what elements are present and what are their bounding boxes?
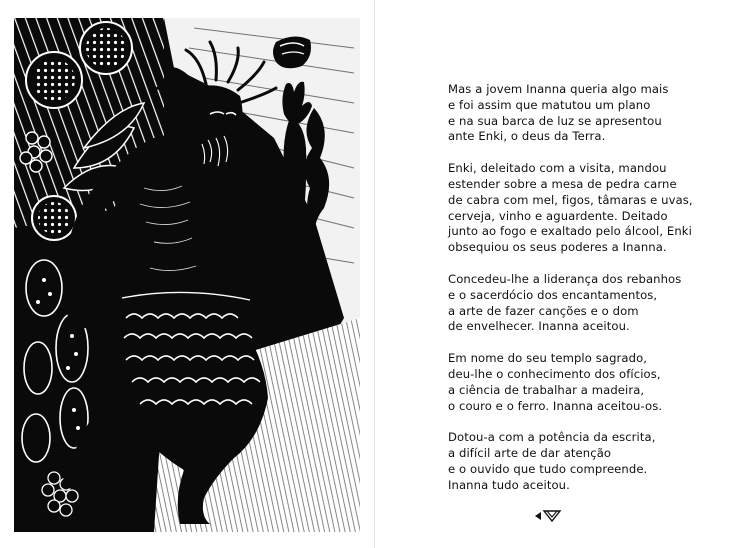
poem-line: ante Enki, o deus da Terra. [448,129,606,144]
poem-line: Enki, deleitado com a visita, mandou [448,161,667,176]
poem-line: a ciência de trabalhar a madeira, [448,382,645,397]
left-page [0,0,374,548]
poem-line: cerveja, vinho e aguardente. Deitado [448,208,668,223]
woodcut-svg [14,18,360,532]
poem-line: a arte de fazer canções e o dom [448,303,639,318]
poem-line: o couro e o ferro. Inanna aceitou-os. [448,398,663,413]
stanza [448,82,738,145]
right-page [375,0,750,548]
stanza [448,272,738,335]
poem-line: deu-lhe o conhecimento dos ofícios, [448,366,661,381]
poem-line: de cabra com mel, figos, tâmaras e uvas, [448,192,693,207]
poem-line: obsequiou os seus poderes a Inanna. [448,240,667,255]
poem-line: de envelhecer. Inanna aceitou. [448,319,630,334]
poem-line: junto ao fogo e exaltado pelo álcool, Enki [448,224,692,239]
poem-line: e o sacerdócio dos encantamentos, [448,287,658,302]
poem-text [448,82,738,510]
poem-line: Concedeu-lhe a liderança dos rebanhos [448,271,682,286]
poem-line: Em nome do seu templo sagrado, [448,351,648,366]
poem-line: e na sua barca de luz se apresentou [448,113,662,128]
woodcut-illustration [14,18,360,532]
stanza [448,161,738,256]
poem-line: Mas a jovem Inanna queria algo mais [448,82,669,96]
poem-line: Dotou-a com a potência da escrita, [448,430,656,445]
stanza [448,351,738,414]
poem-line: estender sobre a mesa de pedra carne [448,176,677,191]
cuneiform-mark-icon [533,508,563,524]
stanza [448,430,738,493]
poem-line: e foi assim que matutou um plano [448,97,651,112]
poem-line: Inanna tudo aceitou. [448,477,570,492]
poem-line: e o ouvido que tudo compreende. [448,461,648,476]
poem-line: a difícil arte de dar atenção [448,446,612,461]
